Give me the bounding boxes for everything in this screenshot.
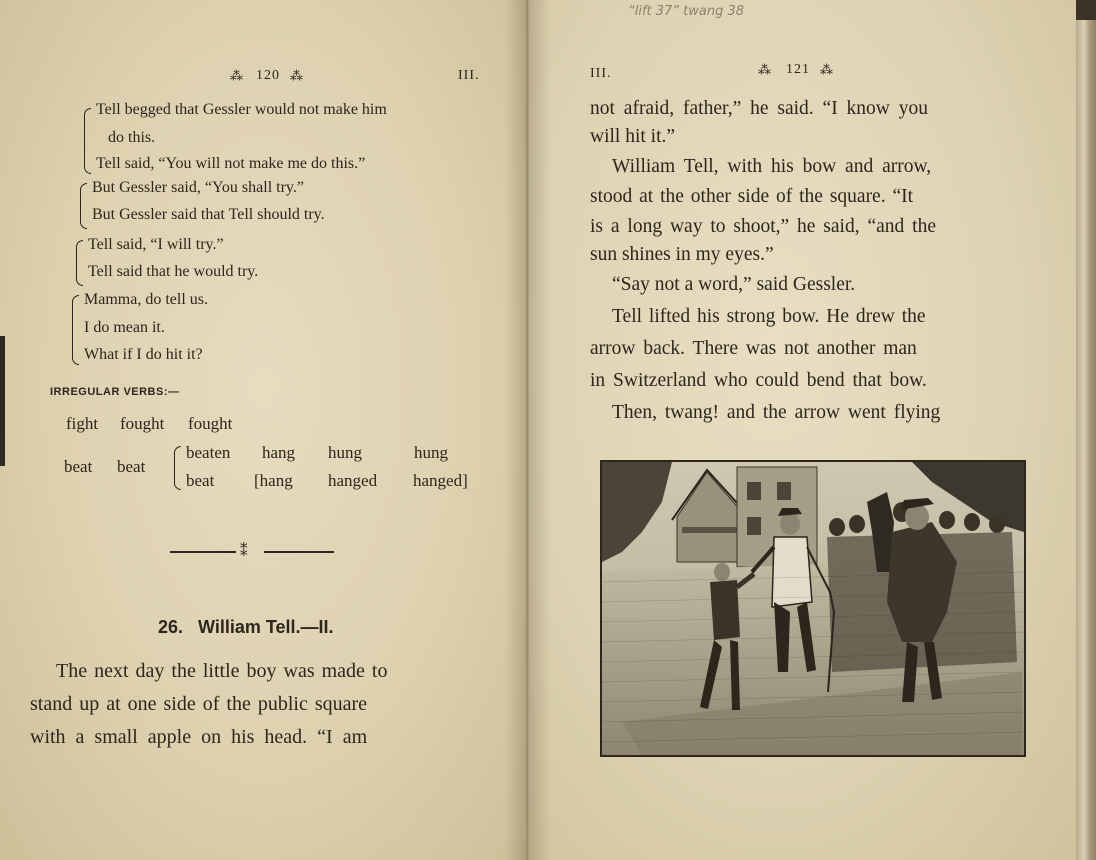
verb-form: beaten xyxy=(186,443,231,462)
verb-form: [hang xyxy=(254,471,293,490)
body-line: not afraid, father,” he said. “I know you xyxy=(590,98,929,119)
body-line: will hit it.” xyxy=(590,126,676,147)
verb-form: fought xyxy=(120,414,165,433)
body-line: in Switzerland who could bend that bow. xyxy=(590,370,927,391)
section-label-right: III. xyxy=(590,66,612,81)
verb-form: fought xyxy=(188,414,233,433)
body-line: stood at the other side of the square. “It xyxy=(590,186,914,207)
verb-form: hanged] xyxy=(413,471,468,490)
body-line: with a small apple on his head. “I am xyxy=(30,726,368,748)
header-ornament-left: ⁂ xyxy=(758,62,772,77)
exercise-brace xyxy=(76,240,83,286)
exercise-line: But Gessler said that Tell should try. xyxy=(92,206,325,223)
verb-form: hung xyxy=(328,443,362,462)
exercise-brace xyxy=(80,183,87,229)
divider-ornament: ⁑ xyxy=(240,544,248,560)
irregular-verbs-title: IRREGULAR VERBS:— xyxy=(50,386,180,398)
verb-form: beat xyxy=(64,457,93,476)
verb-form: beat xyxy=(117,457,146,476)
verb-form: hang xyxy=(262,443,296,462)
exercise-line: Tell begged that Gessler would not make him xyxy=(96,101,387,118)
william-tell-scene xyxy=(602,462,1024,755)
verb-form: hung xyxy=(414,443,448,462)
divider-rule-right xyxy=(264,551,334,553)
verb-brace xyxy=(174,446,181,490)
exercise-line: Tell said, “I will try.” xyxy=(88,236,224,253)
lesson-number: 26. xyxy=(158,617,184,637)
exercise-line: But Gessler said, “You shall try.” xyxy=(92,179,304,196)
body-line: arrow back. There was not another man xyxy=(590,338,917,359)
book-edge xyxy=(1076,20,1096,860)
divider-rule-left xyxy=(170,551,236,553)
header-ornament-right: ⁂ xyxy=(820,62,834,77)
verb-form: fight xyxy=(66,414,99,433)
body-line: stand up at one side of the public square xyxy=(30,693,368,715)
engraving-illustration xyxy=(600,460,1026,757)
bookmark-tab xyxy=(0,336,5,466)
exercise-brace xyxy=(84,108,91,174)
header-ornament-right: ⁂ xyxy=(290,68,304,83)
page-number-left: 120 xyxy=(256,68,280,83)
verb-form: beat xyxy=(186,471,215,490)
section-label-left: III. xyxy=(458,68,480,83)
body-line: The next day the little boy was made to xyxy=(56,660,388,682)
body-line: Tell lifted his strong bow. He drew the xyxy=(612,306,926,327)
exercise-line: do this. xyxy=(108,129,156,146)
exercise-line: Tell said that he would try. xyxy=(88,263,259,280)
exercise-line: Tell said, “You will not make me do this.” xyxy=(96,155,366,172)
lesson-title: William Tell.—II. xyxy=(198,617,334,637)
page-number-right: 121 xyxy=(786,62,810,77)
exercise-brace xyxy=(72,295,79,365)
body-line: William Tell, with his bow and arrow, xyxy=(612,156,932,177)
verb-form: hanged xyxy=(328,471,378,490)
exercise-line: Mamma, do tell us. xyxy=(84,291,208,308)
body-line: Then, twang! and the arrow went flying xyxy=(612,402,941,423)
body-line: sun shines in my eyes.” xyxy=(590,244,774,265)
body-line: “Say not a word,” said Gessler. xyxy=(612,274,856,295)
exercise-line: What if I do hit it? xyxy=(84,346,203,363)
pencil-annotation: “lift 37” twang 38 xyxy=(628,4,745,19)
body-line: is a long way to shoot,” he said, “and the xyxy=(590,216,936,237)
exercise-line: I do mean it. xyxy=(84,319,165,336)
header-ornament-left: ⁂ xyxy=(230,68,244,83)
